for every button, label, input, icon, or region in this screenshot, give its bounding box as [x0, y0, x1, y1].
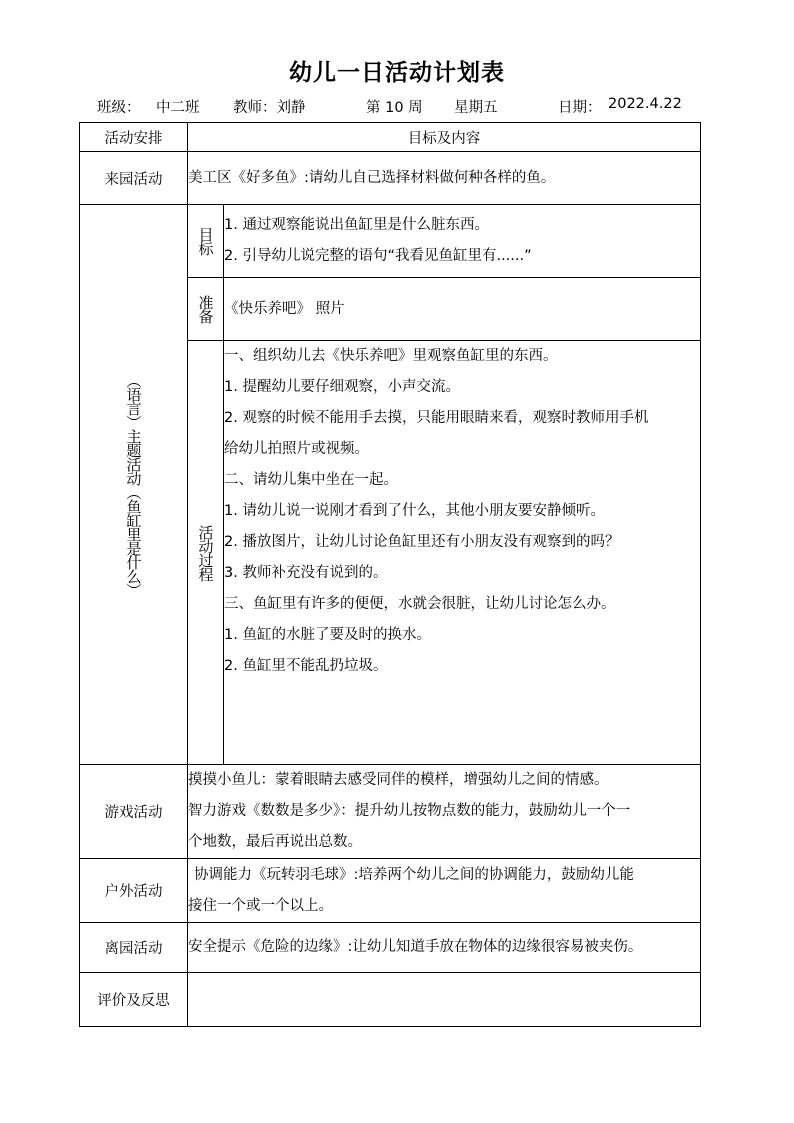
process-step: 1. 请幼儿说一说刚才看到了什么，其他小朋友要安静倾听。 — [224, 503, 605, 519]
arrival-content: 美工区《好多鱼》:请幼儿自己选择材料做何种各样的鱼。 — [188, 152, 701, 205]
evaluation-content — [188, 973, 701, 1027]
weekday: 星期五 — [454, 100, 498, 116]
class-label: 班级： — [97, 100, 141, 116]
week-number: 第 10 周 — [366, 100, 423, 116]
game-line: 智力游戏《数数是多少》：提升幼儿按物点数的能力，鼓励幼儿一个一 — [188, 803, 631, 819]
outdoor-line: 协调能力《玩转羽毛球》:培养两个幼儿之间的协调能力，鼓励幼儿能 — [194, 866, 634, 883]
process-step: 给幼儿拍照片或视频。 — [224, 441, 369, 457]
prep-label: 准备 — [196, 295, 215, 323]
header-activity-arrangement: 活动安排 — [80, 123, 188, 152]
outdoor-row — [80, 859, 701, 923]
process-step: 三、鱼缸里有许多的便便，水就会很脏，让幼儿讨论怎么办。 — [224, 596, 616, 612]
arrival-row — [80, 152, 701, 205]
process-label-cell — [188, 341, 224, 765]
arrival-label: 来园活动 — [80, 152, 188, 205]
evaluation-label: 评价及反思 — [80, 973, 188, 1027]
outdoor-line: 接住一个或一个以上。 — [188, 897, 333, 914]
game-row — [80, 765, 701, 859]
date-value: 2022.4.22 — [608, 96, 682, 112]
theme-activity-label: （语言）主题活动（鱼缸里是什么） — [124, 372, 143, 597]
activity-plan-table — [79, 122, 701, 1027]
process-step: 二、请幼儿集中坐在一起。 — [224, 472, 398, 488]
goal-content — [224, 205, 701, 278]
prep-label-cell — [188, 278, 224, 341]
process-step: 1. 鱼缸的水脏了要及时的换水。 — [224, 627, 431, 643]
date-label: 日期： — [558, 100, 602, 116]
leaving-row — [80, 923, 701, 973]
process-step: 2. 鱼缸里不能乱扔垃圾。 — [224, 658, 388, 674]
theme-goal-row — [80, 205, 701, 278]
page-title: 幼儿一日活动计划表 — [289, 59, 505, 86]
process-label: 活动过程 — [196, 524, 215, 581]
evaluation-row — [80, 973, 701, 1027]
game-label: 游戏活动 — [80, 765, 188, 859]
class-value: 中二班 — [156, 100, 200, 116]
prep-content: 《快乐养吧》 照片 — [224, 278, 701, 341]
leaving-content: 安全提示《危险的边缘》:让幼儿知道手放在物体的边缘很容易被夹伤。 — [188, 923, 701, 973]
leaving-label: 离园活动 — [80, 923, 188, 973]
goal-item: 2. 引导幼儿说完整的语句“我看见鱼缸里有......” — [224, 248, 532, 264]
goal-label: 目标 — [196, 227, 215, 255]
outdoor-content — [188, 859, 701, 923]
process-step: 3. 教师补充没有说到的。 — [224, 565, 388, 581]
theme-activity-label-cell — [80, 205, 188, 765]
outdoor-label: 户外活动 — [80, 859, 188, 923]
game-line: 摸摸小鱼儿：蒙着眼睛去感受同伴的模样，增强幼儿之间的情感。 — [188, 772, 609, 788]
process-content — [224, 341, 701, 765]
process-step: 1. 提醒幼儿要仔细观察，小声交流。 — [224, 379, 460, 395]
goal-label-cell — [188, 205, 224, 278]
teacher-info: 教师：刘静 — [233, 100, 306, 116]
process-step: 2. 观察的时候不能用手去摸，只能用眼睛来看，观察时教师用手机 — [224, 410, 649, 426]
process-step: 一、组织幼儿去《快乐养吧》里观察鱼缸里的东西。 — [224, 348, 558, 364]
header-goals-content: 目标及内容 — [188, 123, 701, 152]
goal-item: 1. 通过观察能说出鱼缸里是什么脏东西。 — [224, 217, 489, 233]
process-step: 2. 播放图片，让幼儿讨论鱼缸里还有小朋友没有观察到的吗？ — [224, 534, 620, 550]
game-line: 个地数，最后再说出总数。 — [188, 834, 362, 850]
game-content — [188, 765, 701, 859]
table-header-row — [80, 123, 701, 152]
